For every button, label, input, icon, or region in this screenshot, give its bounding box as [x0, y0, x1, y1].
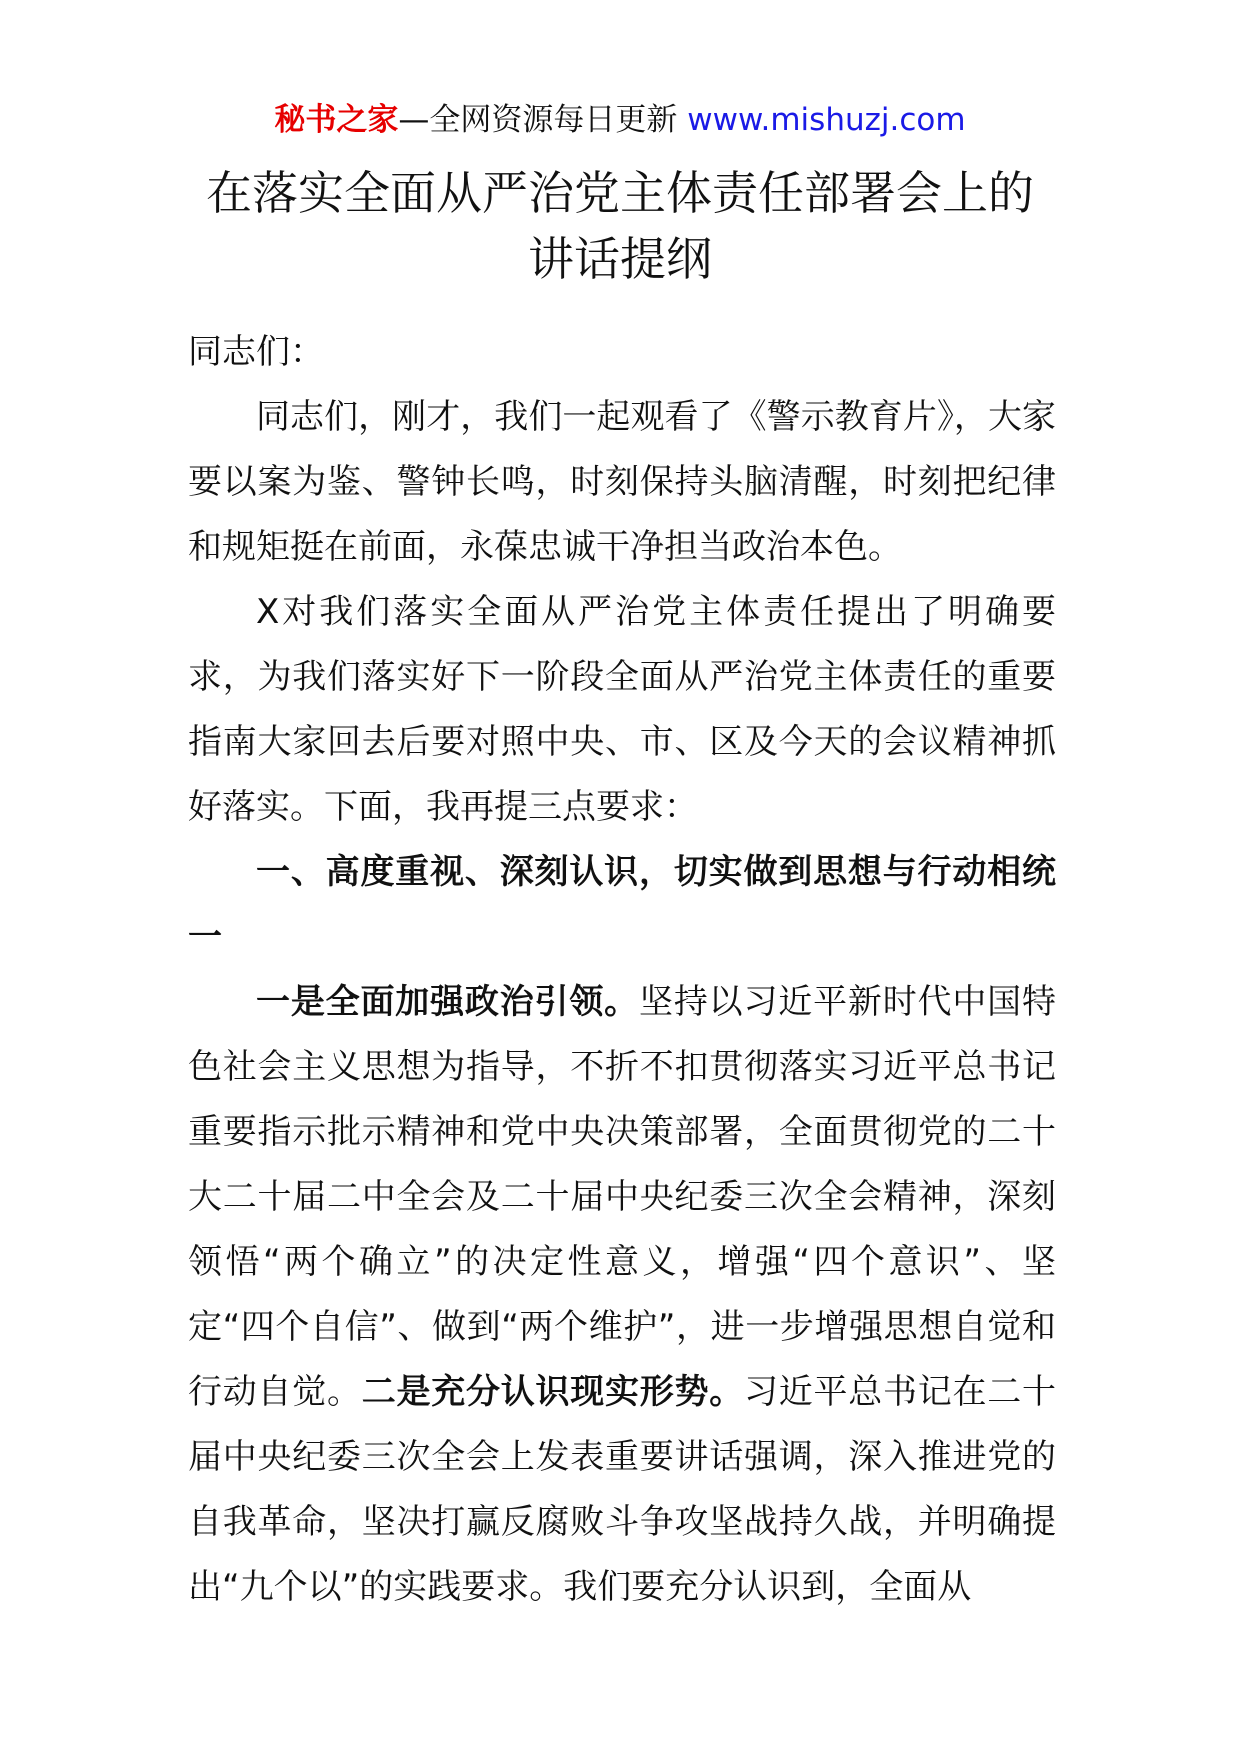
point-1-lead: 一是全面加强政治引领。: [256, 982, 639, 1022]
document-body: [188, 320, 1056, 1620]
paragraph-1: 同志们，刚才，我们一起观看了《警示教育片》，大家要以案为鉴、警钟长鸣，时刻保持头脑清醒，时刻把纪律和规矩挺在前面，永葆忠诚干净担当政治本色。: [188, 397, 1056, 567]
site-header: [0, 100, 1240, 140]
site-url-link[interactable]: www.mishuzj.com: [687, 102, 966, 138]
header-slogan: —全网资源每日更新: [398, 102, 688, 138]
point-1-text: 坚持以习近平新时代中国特色社会主义思想为指导，不折不扣贯彻落实习近平总书记重要指示批示精神和党中央决策部署，全面贯彻党的二十大二十届二中全会及二十届中央纪委三次全会精神，深刻领悟“两个确立”的决定性意义，增强“四个意识”、坚定“四个自信”、做到“两个维护”，进一步增强思想自觉和行动自觉。: [188, 982, 1056, 1412]
point-2-lead: 二是充分认识现实形势。: [361, 1372, 744, 1412]
salutation: 同志们：: [188, 332, 324, 372]
title-line-1: 在落实全面从严治党主体责任部署会上的: [206, 166, 1034, 220]
section-heading-1: 一、高度重视、深刻认识，切实做到思想与行动相统一: [188, 852, 1056, 957]
title-line-2: 讲话提纲: [528, 232, 712, 286]
brand-name: 秘书之家: [274, 102, 399, 138]
paragraph-3: [188, 970, 1056, 1620]
document-title: [150, 160, 1090, 292]
paragraph-2: X对我们落实全面从严治党主体责任提出了明确要求，为我们落实好下一阶段全面从严治党主体责任的重要指南大家回去后要对照中央、市、区及今天的会议精神抓好落实。下面，我再提三点要求：: [188, 592, 1056, 827]
point-2-text: 习近平总书记在二十届中央纪委三次全会上发表重要讲话强调，深入推进党的自我革命，坚决打赢反腐败斗争攻坚战持久战，并明确提出“九个以”的实践要求。我们要充分认识到，全面从: [188, 1372, 1056, 1607]
